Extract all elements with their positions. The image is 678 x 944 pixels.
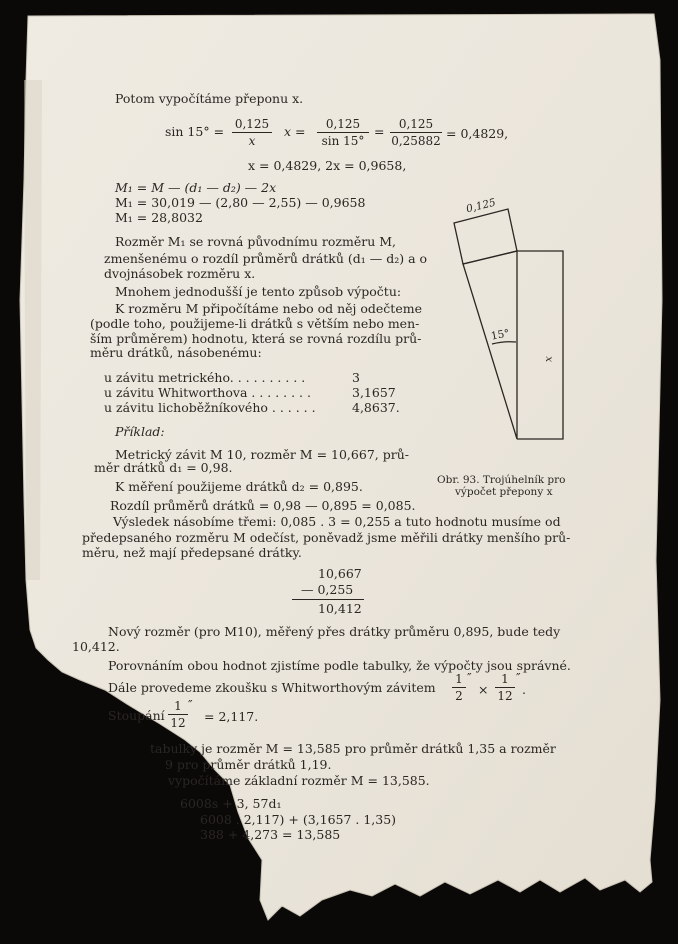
para3-line-1: K rozměru M připočítáme nebo od něj odečteme	[115, 301, 422, 316]
figure-label-angle: 15°	[490, 327, 511, 343]
times-sign: ×	[478, 682, 489, 697]
stoupani-rhs: = 2,117.	[204, 709, 259, 724]
tail-line-6: 388 + 4,273 = 13,585	[200, 827, 341, 842]
subtraction-a: 10,667	[318, 566, 362, 581]
subtraction-b: — 0,255	[301, 582, 354, 597]
example-heading: Příklad:	[115, 424, 165, 439]
example-line-5: Výsledek násobíme třemi: 0,085 . 3 = 0,255 a tuto hodnotu musíme od	[113, 514, 561, 529]
stoupani-fraction: 1 12	[168, 700, 188, 729]
example-line-6: předepsaného rozměru M odečíst, poněvadž jsme měřili drátky menšího prů-	[82, 530, 571, 545]
sin-eq: =	[374, 124, 385, 139]
tail-line-5: 6008 . 2,117) + (3,1657 . 1,35)	[200, 812, 397, 827]
subtraction-result: 10,412	[318, 601, 362, 616]
list-item-label: u závitu Whitworthova . . . . . . . .	[104, 385, 311, 400]
m1-line-1: M₁ = M — (d₁ — d₂) — 2x	[115, 180, 277, 195]
para3-line-3: ším průměrem) hodnotu, která se rovná rozdílu prů-	[90, 331, 422, 346]
stoupani-label: Stoupání	[108, 708, 165, 723]
example-line-2: měr drátků d₁ = 0,98.	[94, 460, 233, 475]
x-equation: x = 0,4829, 2x = 0,9658,	[248, 158, 407, 173]
dale-fraction-2: 1 12	[495, 673, 515, 702]
dale-text: Dále provedeme zkoušku s Whitworthovým závitem	[108, 680, 436, 695]
example-line-7: měru, než mají předepsané drátky.	[82, 545, 302, 560]
list-item-value: 4,8637.	[352, 400, 400, 415]
figure-label-top: 0,125	[464, 196, 498, 216]
example-line-4: Rozdíl průměrů drátků = 0,98 — 0,895 = 0,085.	[110, 498, 416, 513]
novy-line-2: 10,412.	[72, 639, 120, 654]
figure-label-side: x	[543, 356, 556, 363]
m1-line-2: M₁ = 30,019 — (2,80 — 2,55) — 0,9658	[115, 195, 366, 210]
m1-line-3: M₁ = 28,8032	[115, 210, 203, 225]
para2: Mnohem jednodušší je tento způsob výpočtu:	[115, 284, 402, 299]
list-item-value: 3,1657	[352, 385, 396, 400]
inch-mark: ″	[188, 697, 193, 712]
fraction-1: 0,125 x	[232, 118, 272, 147]
example-line-3: K měření použijeme drátků d₂ = 0,895.	[115, 479, 363, 494]
sin-mid: x =	[284, 124, 306, 139]
subtraction-rule	[292, 599, 364, 600]
example-line-1: Metrický závit M 10, rozměr M = 10,667, prů-	[115, 447, 409, 462]
dale-fraction-1: 1 2	[452, 673, 466, 702]
sin-rhs: = 0,4829,	[446, 126, 509, 141]
para1-line-1: Rozměr M₁ se rovná původnímu rozměru M,	[115, 234, 397, 249]
para1-line-3: dvojnásobek rozměru x.	[104, 266, 256, 281]
sin-lhs: sin 15° =	[165, 124, 225, 139]
list-item-value: 3	[352, 370, 360, 385]
fraction-3: 0,125 0,25882	[391, 117, 441, 148]
inch-mark: ″	[516, 670, 521, 685]
intro-text: Potom vypočítáme přeponu x.	[115, 91, 304, 106]
tail-line-2: 9 pro průměr drátků 1,19.	[165, 757, 332, 772]
tail-line-4: 6008s + 3, 57d₁	[180, 796, 282, 811]
novy-line-1: Nový rozměr (pro M10), měřený přes drátky průměru 0,895, bude tedy	[108, 624, 561, 639]
dale-end: .	[522, 682, 526, 697]
fraction-2: 0,125 sin 15°	[317, 118, 369, 147]
triangle-figure	[440, 195, 580, 470]
tail-line-3: vypočítáme základní rozměr M = 13,585.	[168, 773, 430, 788]
para1-line-2: zmenšenému o rozdíl průměrů drátků (d₁ — d₂) a o	[104, 251, 428, 266]
list-item-label: u závitu metrického. . . . . . . . . .	[104, 370, 306, 385]
para3-line-2: (podle toho, použijeme-li drátků s větším nebo men-	[90, 316, 420, 331]
porovnani: Porovnáním obou hodnot zjistíme podle tabulky, že výpočty jsou správné.	[108, 658, 571, 673]
list-item-label: u závitu lichoběžníkového . . . . . .	[104, 400, 316, 415]
tail-line-1: tabulky je rozměr M = 13,585 pro průměr drátků 1,35 a rozměr	[150, 741, 556, 756]
inch-mark: ″	[467, 670, 472, 685]
para3-line-4: měru drátků, násobenému:	[90, 345, 262, 360]
figure-caption-1: Obr. 93. Trojúhelník pro	[437, 474, 566, 486]
figure-caption-2: výpočet přepony x	[455, 486, 553, 498]
